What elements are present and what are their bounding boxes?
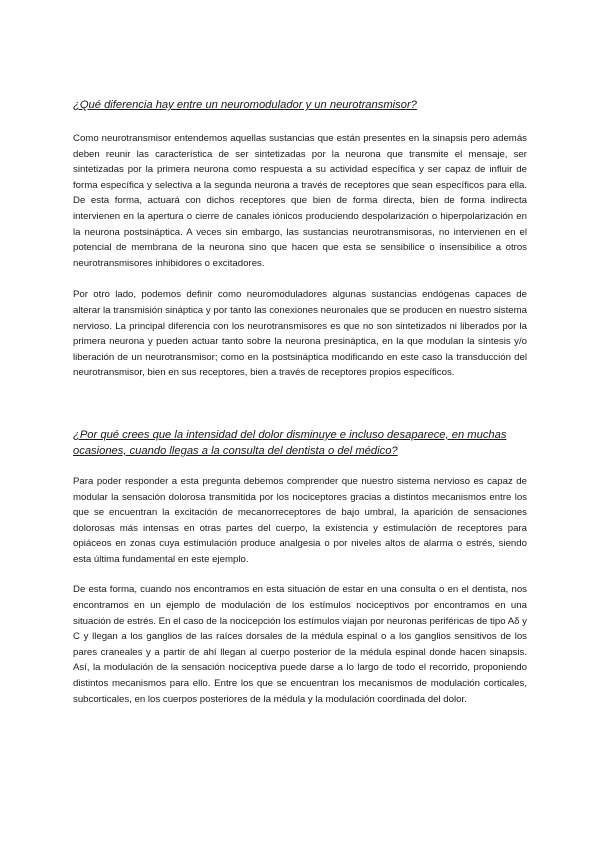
question-heading-2: ¿Por qué crees que la intensidad del dolor disminuye e incluso desaparece, en muchas ocasiones, cuando llegas a la consulta del dentista o del médico? [73,428,507,457]
answer-2-paragraph-1: Para poder responder a esta pregunta debemos comprender que nuestro sistema nervioso es capaz de modular la sensación dolorosa transmitida por los nociceptores gracias a distintos mecanismos entre los que se encuentran la excitación de mecanorreceptores de bajo umbral, la aparición de sensaciones dolorosas más intensas en otras partes del cuerpo, la existencia y estimulación de receptores para opiáceos en zonas cuya estimulación produce analgesia o por niveles altos de alarma o estrés, siendo esta última fundamental en este ejemplo. [73,475,527,565]
question-heading-1: ¿Qué diferencia hay entre un neuromodulador y un neurotransmisor? [73,99,417,111]
answer-2-paragraph-2: De esta forma, cuando nos encontramos en esta situación de estar en una consulta o en el dentista, nos encontramos en un ejemplo de modulación de los estímulos nociceptivos por encontramos en una situación de estrés. En el caso de la nocicepción los estímulos viajan por neuronas periféricas de tipo Aδ y C y llegan a los ganglios de las raíces dorsales de la médula espinal o a los ganglios sensitivos de los pares craneales y a partir de ahí llegan al cuerpo posterior de la médula espinal donde hacen sinapsis. Así, la modulación de la sensación nociceptiva puede darse a lo largo de todo el recorrido, proponiendo distintos mecanismos para ello. Entre los que se encuentran los mecanismos de modulación corticales, subcorticales, en los cuerpos posteriores de la médula y la modulación coordinada del dolor. [73,584,527,705]
answer-1-paragraph-2: Por otro lado, podemos definir como neuromoduladores algunas sustancias endógenas capaces de alterar la transmisión sináptica y por tanto las conexiones neuronales que se producen en nuestro sistema nervioso. La principal diferencia con los neurotransmisores es que no son sintetizados ni liberados por la primera neurona y pueden actuar tanto sobre la neurona presináptica, en la que modulan la síntesis y/o liberación de un neurotransmisor; como en la postsináptica modificando en este caso la transducción del neurotransmisor, bien en sus receptores, bien a través de receptores propios específicos. [73,289,527,379]
answer-1-paragraph-1: Como neurotransmisor entendemos aquellas sustancias que están presentes en la sinapsis pero además deben reunir las característica de ser sintetizadas por la neurona que transmite el mensaje, ser sintetizadas por la primera neurona como respuesta a su actividad específica y ser capaz de influir de forma específica y selectiva a la segunda neurona a través de receptores que sean específicos para ella. De esta forma, actuará con dichos receptores que bien de forma directa, bien de forma indirecta intervienen en la apertura o cierre de canales iónicos produciendo despolarización o hiperpolarización en la neurona postsináptica. A veces sin embargo, las sustancias neurotransmisoras, no intervienen en el potencial de membrana de la neurona sino que hacen que esta se sensibilice o insensibilice a otros neurotransmisores inhibidores o excitadores. [73,133,527,269]
